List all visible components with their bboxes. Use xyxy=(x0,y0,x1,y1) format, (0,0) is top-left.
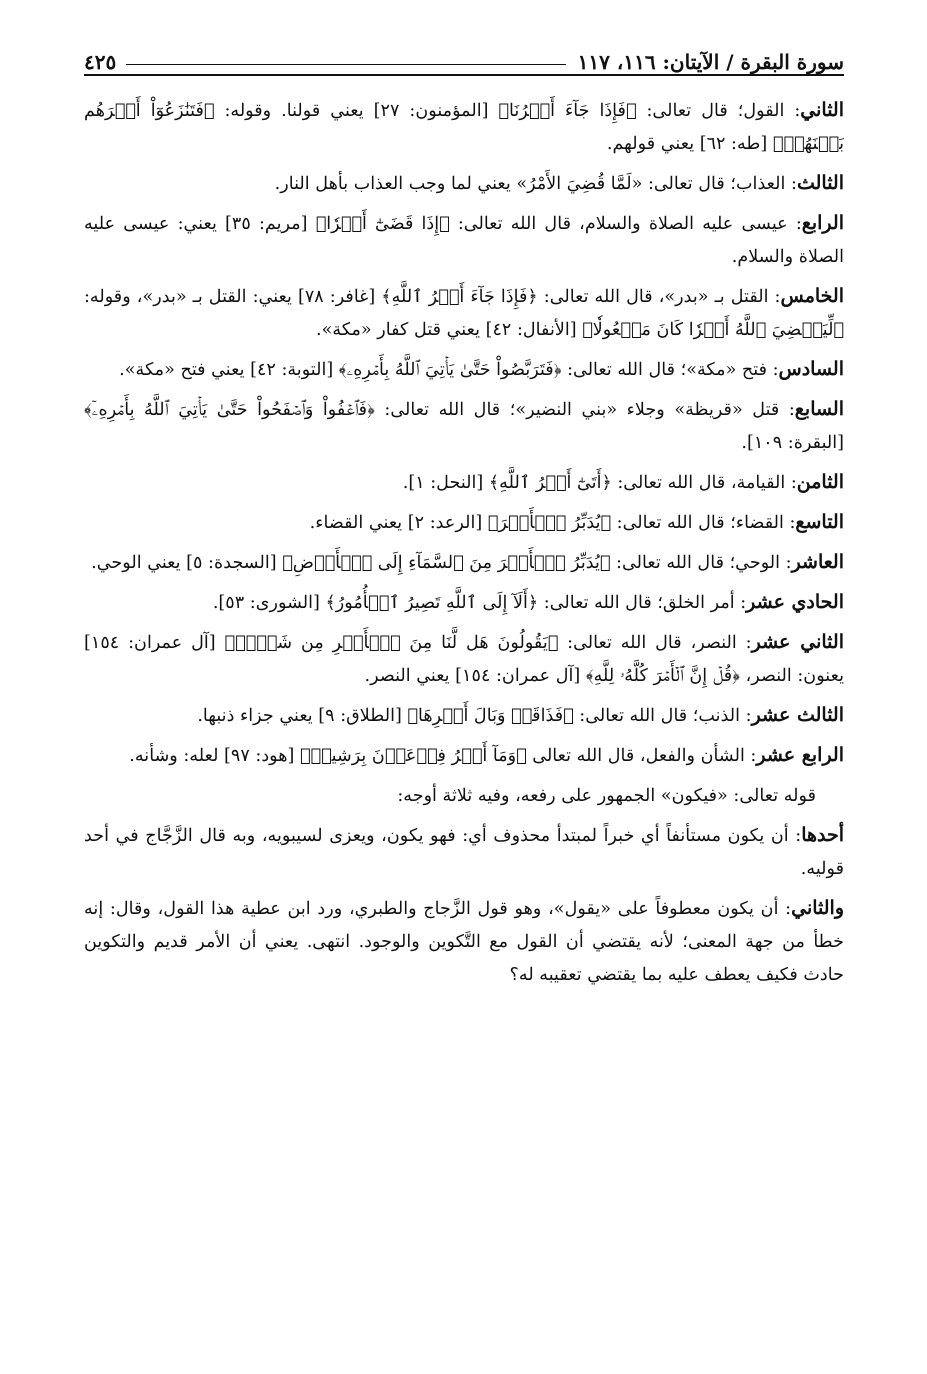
running-header xyxy=(84,38,844,76)
body-text xyxy=(84,94,844,992)
paragraph-text: : القيامة، قال الله تعالى: ﴿أَتَىٰٓ أَمۡرُ ٱللَّهِ﴾ [النحل: ١]. xyxy=(402,473,797,493)
paragraph xyxy=(84,779,844,813)
paragraph-lead: السادس xyxy=(778,358,844,380)
paragraph xyxy=(84,586,844,620)
paragraph-text: : أن يكون معطوفاً على «يقول»، وهو قول الزَّجاج والطبري، ورد ابن عطية هذا القول، وقال: إنه خطأ من جهة المعنى؛ لأنه يقتضي أن القول مع التَّكوين والوجود. انتهى. يعني أن الأمر قديم والتكوين حادث فكيف يعطف عليه بما يقتضي تعقيبه له؟ xyxy=(84,899,844,985)
paragraph-lead: الرابع عشر xyxy=(756,744,844,766)
paragraph xyxy=(84,546,844,580)
paragraph-text: : النصر، قال الله تعالى: ﴿يَقُولُونَ هَل لَّنَا مِنَ ٱلۡأَمۡرِ مِن شَيۡءٖ﴾ [آل عمران: ١٥٤] يعنون: النصر، ﴿قُلۡ إِنَّ ٱلۡأَمۡرَ كُلَّهُۥ لِلَّهِ﴾ [آل عمران: ١٥٤] يعني النصر. xyxy=(84,633,844,686)
paragraph xyxy=(84,506,844,540)
paragraph-lead: الثامن xyxy=(796,471,844,493)
paragraph-lead: العاشر xyxy=(791,551,844,573)
paragraph-text: : قتل «قريظة» وجلاء «بني النضير»؛ قال الله تعالى: ﴿فَٱعۡفُواْ وَٱصۡفَحُواْ حَتَّىٰ يَأۡتِيَ ٱللَّهُ بِأَمۡرِهِۦٓ﴾ [البقرة: ١٠٩]. xyxy=(84,400,844,453)
paragraph-lead: الثالث عشر xyxy=(751,704,844,726)
paragraph-lead: الثاني عشر xyxy=(751,631,844,653)
surah-title: سورة البقرة / الآيتان: ١١٦، ١١٧ xyxy=(577,50,844,74)
paragraph-text: : عيسى عليه الصلاة والسلام، قال الله تعالى: ﴿إِذَا قَضَىٰٓ أَمۡرٗا﴾ [مريم: ٣٥] يعني: عيسى عليه الصلاة والسلام. xyxy=(84,214,844,267)
paragraph-lead: أحدها xyxy=(801,824,844,846)
paragraph-text: : الذنب؛ قال الله تعالى: ﴿فَذَاقَتۡ وَبَالَ أَمۡرِهَا﴾ [الطلاق: ٩] يعني جزاء ذنبها. xyxy=(197,706,752,726)
paragraph-text: : أن يكون مستأنفاً أي خبراً لمبتدأ محذوف أي: فهو يكون، ويعزى لسيبويه، وبه قال الزَّجَّاج في أحد قوليه. xyxy=(84,826,844,879)
paragraph-text: : فتح «مكة»؛ قال الله تعالى: ﴿فَتَرَبَّصُواْ حَتَّىٰ يَأۡتِيَ ٱللَّهُ بِأَمۡرِهِۦ﴾ [التوبة: ٤٢] يعني فتح «مكة». xyxy=(119,360,779,380)
paragraph xyxy=(84,626,844,693)
paragraph xyxy=(84,393,844,460)
paragraph-text: : الشأن والفعل، قال الله تعالى ﴿وَمَآ أَمۡرُ فِرۡعَوۡنَ بِرَشِيدٖ﴾ [هود: ٩٧] لعله: وشأنه. xyxy=(129,746,757,766)
paragraph xyxy=(84,699,844,733)
page-number: ٤٢٥ xyxy=(84,50,117,74)
paragraph-text: : الوحي؛ قال الله تعالى: ﴿يُدَبِّرُ ٱلۡأَمۡرَ مِنَ ٱلسَّمَآءِ إِلَى ٱلۡأَرۡضِ﴾ [السجدة: ٥] يعني الوحي. xyxy=(91,553,792,573)
paragraph-lead: والثاني xyxy=(791,897,844,919)
paragraph-lead: الحادي عشر xyxy=(746,591,844,613)
paragraph xyxy=(84,207,844,274)
paragraph-lead: السابع xyxy=(794,398,845,420)
book-page xyxy=(84,38,844,998)
paragraph xyxy=(84,819,844,886)
paragraph-text: : القول؛ قال تعالى: ﴿فَإِذَا جَآءَ أَمۡرُنَا﴾ [المؤمنون: ٢٧] يعني قولنا. وقوله: ﴿فَتَنَٰزَعُوٓاْ أَمۡرَهُم بَيۡنَهُمۡ﴾ [طه: ٦٢] يعني قولهم. xyxy=(84,101,844,154)
paragraph xyxy=(84,739,844,773)
paragraph-lead: الرابع xyxy=(801,212,844,234)
paragraph xyxy=(84,167,844,201)
paragraph-lead: التاسع xyxy=(795,511,844,533)
paragraph-text: : أمر الخلق؛ قال الله تعالى: ﴿أَلَآ إِلَى ٱللَّهِ تَصِيرُ ٱلۡأُمُورُ﴾ [الشورى: ٥٣]. xyxy=(212,593,747,613)
paragraph xyxy=(84,94,844,161)
paragraph xyxy=(84,353,844,387)
paragraph xyxy=(84,466,844,500)
paragraph-text: : القتل بـ «بدر»، قال الله تعالى: ﴿فَإِذَا جَآءَ أَمۡرُ ٱللَّهِ﴾ [غافر: ٧٨] يعني: القتل بـ «بدر»، وقوله: ﴿لِّيَقۡضِيَ ٱللَّهُ أَمۡرٗا كَانَ مَفۡعُولٗا﴾ [الأنفال: ٤٢] يعني قتل كفار «مكة». xyxy=(84,287,844,340)
header-rule xyxy=(126,64,565,65)
paragraph xyxy=(84,892,844,992)
paragraph-text: قوله تعالى: «فيكون» الجمهور على رفعه، وفيه ثلاثة أوجه: xyxy=(397,786,816,806)
paragraph xyxy=(84,280,844,347)
paragraph-lead: الثالث xyxy=(796,172,844,194)
paragraph-lead: الثاني xyxy=(800,99,844,121)
paragraph-text: : العذاب؛ قال تعالى: «لَمَّا قُضِيَ الأَمْرُ» يعني لما وجب العذاب بأهل النار. xyxy=(274,174,797,194)
paragraph-text: : القضاء؛ قال الله تعالى: ﴿يُدَبِّرُ ٱلۡأَمۡرَ﴾ [الرعد: ٢] يعني القضاء. xyxy=(309,513,796,533)
paragraph-lead: الخامس xyxy=(780,285,844,307)
